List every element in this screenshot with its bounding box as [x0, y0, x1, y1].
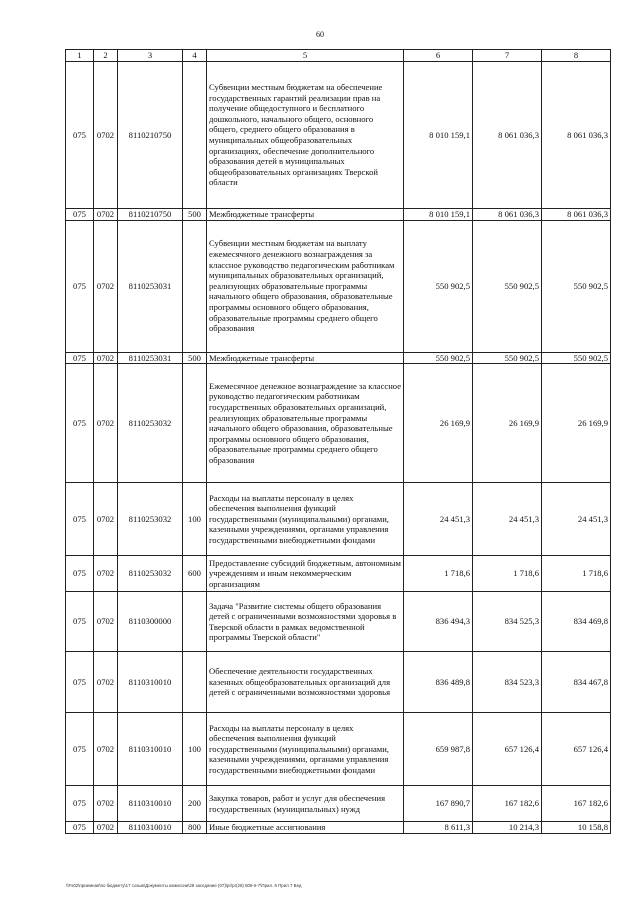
amount-year-3-cell: 834 469,8 — [542, 592, 611, 652]
amount-year-3-cell: 24 451,3 — [542, 483, 611, 556]
ministry-code-cell: 075 — [66, 822, 94, 834]
amount-year-3-cell: 550 902,5 — [542, 352, 611, 364]
description-cell: Расходы на выплаты персоналу в целях обеспечения выполнения функций государственными (муниципальными) органами, казенными учреждениями, органами управления государственными внебюджетными фондами — [207, 713, 404, 786]
expense-type-cell — [183, 62, 207, 209]
expense-type-cell: 800 — [183, 822, 207, 834]
amount-year-1-cell: 26 169,9 — [404, 364, 473, 483]
description-cell: Закупка товаров, работ и услуг для обеспечения государственных (муниципальных) нужд — [207, 786, 404, 822]
table-row — [66, 822, 611, 834]
amount-year-2-cell: 834 525,3 — [473, 592, 542, 652]
section-code-cell: 0702 — [94, 352, 118, 364]
section-code-cell: 0702 — [94, 364, 118, 483]
target-article-cell: 8110253031 — [118, 220, 183, 352]
amount-year-2-cell: 10 214,3 — [473, 822, 542, 834]
budget-table — [65, 49, 611, 834]
table-row — [66, 483, 611, 556]
section-code-cell: 0702 — [94, 62, 118, 209]
amount-year-1-cell: 550 902,5 — [404, 220, 473, 352]
target-article-cell: 8110253032 — [118, 483, 183, 556]
expense-type-cell — [183, 220, 207, 352]
amount-year-3-cell: 167 182,6 — [542, 786, 611, 822]
table-row — [66, 652, 611, 713]
amount-year-3-cell: 1 718,6 — [542, 556, 611, 592]
amount-year-2-cell: 8 061 036,3 — [473, 209, 542, 221]
section-code-cell: 0702 — [94, 556, 118, 592]
expense-type-cell — [183, 652, 207, 713]
amount-year-1-cell: 24 451,3 — [404, 483, 473, 556]
amount-year-1-cell: 8 010 159,1 — [404, 62, 473, 209]
section-code-cell: 0702 — [94, 822, 118, 834]
description-cell: Предоставление субсидий бюджетным, автономным учреждениям и иным некоммерческим организациям — [207, 556, 404, 592]
description-cell: Ежемесячное денежное вознаграждение за классное руководство педагогическим работникам государственных образовательных организаций, реализующих образовательные программы начального общего образования, образовательные программы основного общего образования, образовательные программы среднего общего образования — [207, 364, 404, 483]
table-row — [66, 364, 611, 483]
ministry-code-cell: 075 — [66, 483, 94, 556]
header-col-2: 2 — [94, 50, 118, 62]
expense-type-cell: 500 — [183, 352, 207, 364]
header-col-1: 1 — [66, 50, 94, 62]
amount-year-2-cell: 1 718,6 — [473, 556, 542, 592]
expense-type-cell — [183, 364, 207, 483]
table-row — [66, 352, 611, 364]
amount-year-2-cell: 657 126,4 — [473, 713, 542, 786]
amount-year-2-cell: 167 182,6 — [473, 786, 542, 822]
table-row — [66, 786, 611, 822]
expense-type-cell: 500 — [183, 209, 207, 221]
ministry-code-cell: 075 — [66, 556, 94, 592]
section-code-cell: 0702 — [94, 483, 118, 556]
expense-type-cell: 200 — [183, 786, 207, 822]
description-cell: Обеспечение деятельности государственных казенных общеобразовательных организаций для детей с ограниченными возможностями здоровья — [207, 652, 404, 713]
description-cell: Субвенции местным бюджетам на выплату ежемесячного денежного вознаграждения за классное руководство педагогическим работникам муниципальных образовательных организаций, реализующих образовательные программы начального общего образования, образовательные программы основного общего образования, образовательные программы среднего общего образования — [207, 220, 404, 352]
expense-type-cell: 100 — [183, 483, 207, 556]
table-row — [66, 713, 611, 786]
description-cell: Расходы на выплаты персоналу в целях обеспечения выполнения функций государственными (муниципальными) органами, казенными учреждениями, органами управления государственными внебюджетными фондами — [207, 483, 404, 556]
ministry-code-cell: 075 — [66, 364, 94, 483]
amount-year-1-cell: 550 902,5 — [404, 352, 473, 364]
header-col-3: 3 — [118, 50, 183, 62]
amount-year-1-cell: 8 611,3 — [404, 822, 473, 834]
ministry-code-cell: 075 — [66, 62, 94, 209]
section-code-cell: 0702 — [94, 209, 118, 221]
expense-type-cell — [183, 592, 207, 652]
target-article-cell: 8110310010 — [118, 786, 183, 822]
description-cell: Межбюджетные трансферты — [207, 209, 404, 221]
table-row — [66, 556, 611, 592]
header-col-7: 7 — [473, 50, 542, 62]
header-row — [66, 50, 611, 62]
ministry-code-cell: 075 — [66, 209, 94, 221]
section-code-cell: 0702 — [94, 652, 118, 713]
table-row — [66, 62, 611, 209]
expense-type-cell: 600 — [183, 556, 207, 592]
header-col-4: 4 — [183, 50, 207, 62]
section-code-cell: 0702 — [94, 713, 118, 786]
amount-year-3-cell: 550 902,5 — [542, 220, 611, 352]
target-article-cell: 8110310010 — [118, 822, 183, 834]
amount-year-1-cell: 1 718,6 — [404, 556, 473, 592]
section-code-cell: 0702 — [94, 786, 118, 822]
section-code-cell: 0702 — [94, 220, 118, 352]
amount-year-1-cell: 836 494,3 — [404, 592, 473, 652]
ministry-code-cell: 075 — [66, 652, 94, 713]
ministry-code-cell: 075 — [66, 786, 94, 822]
amount-year-3-cell: 8 061 036,3 — [542, 62, 611, 209]
page-number: 60 — [316, 30, 324, 39]
target-article-cell: 8110310010 — [118, 713, 183, 786]
section-code-cell: 0702 — [94, 592, 118, 652]
amount-year-2-cell: 550 902,5 — [473, 220, 542, 352]
target-article-cell: 8110210750 — [118, 209, 183, 221]
table-row — [66, 592, 611, 652]
target-article-cell: 8110210750 — [118, 62, 183, 209]
amount-year-2-cell: 24 451,3 — [473, 483, 542, 556]
amount-year-3-cell: 26 169,9 — [542, 364, 611, 483]
description-cell: Межбюджетные трансферты — [207, 352, 404, 364]
expense-type-cell: 100 — [183, 713, 207, 786]
amount-year-2-cell: 550 902,5 — [473, 352, 542, 364]
amount-year-3-cell: 10 158,8 — [542, 822, 611, 834]
target-article-cell: 8110253032 — [118, 364, 183, 483]
amount-year-3-cell: 8 061 036,3 — [542, 209, 611, 221]
amount-year-2-cell: 8 061 036,3 — [473, 62, 542, 209]
amount-year-1-cell: 659 987,8 — [404, 713, 473, 786]
amount-year-3-cell: 834 467,8 — [542, 652, 611, 713]
description-cell: Иные бюджетные ассигнования — [207, 822, 404, 834]
target-article-cell: 8110253032 — [118, 556, 183, 592]
ministry-code-cell: 075 — [66, 592, 94, 652]
target-article-cell: 8110300000 — [118, 592, 183, 652]
ministry-code-cell: 075 — [66, 352, 94, 364]
ministry-code-cell: 075 — [66, 713, 94, 786]
table-row — [66, 209, 611, 221]
amount-year-1-cell: 836 489,8 — [404, 652, 473, 713]
target-article-cell: 8110253031 — [118, 352, 183, 364]
amount-year-2-cell: 26 169,9 — [473, 364, 542, 483]
footer-file-path: \\Fs02\приемная\по бюджету\17 созыв\Документы комиссии\28 заседание (07)\pr\pr(28) 508-II-7\Прил. 6 Прил 7 Вед — [66, 883, 302, 888]
header-col-5: 5 — [207, 50, 404, 62]
target-article-cell: 8110310010 — [118, 652, 183, 713]
amount-year-1-cell: 167 890,7 — [404, 786, 473, 822]
amount-year-2-cell: 834 523,3 — [473, 652, 542, 713]
table-row — [66, 220, 611, 352]
amount-year-3-cell: 657 126,4 — [542, 713, 611, 786]
amount-year-1-cell: 8 010 159,1 — [404, 209, 473, 221]
ministry-code-cell: 075 — [66, 220, 94, 352]
description-cell: Субвенции местным бюджетам на обеспечение государственных гарантий реализации прав на получение общедоступного и бесплатного дошкольного, начального общего, основного общего, среднего общего образования в муниципальных общеобразовательных организациях, обеспечение дополнительного образования детей в муниципальных общеобразовательных организациях Тверской области — [207, 62, 404, 209]
header-col-6: 6 — [404, 50, 473, 62]
description-cell: Задача "Развитие системы общего образования детей с ограниченными возможностями здоровья в Тверской области в рамках ведомственной программы Тверской области" — [207, 592, 404, 652]
header-col-8: 8 — [542, 50, 611, 62]
